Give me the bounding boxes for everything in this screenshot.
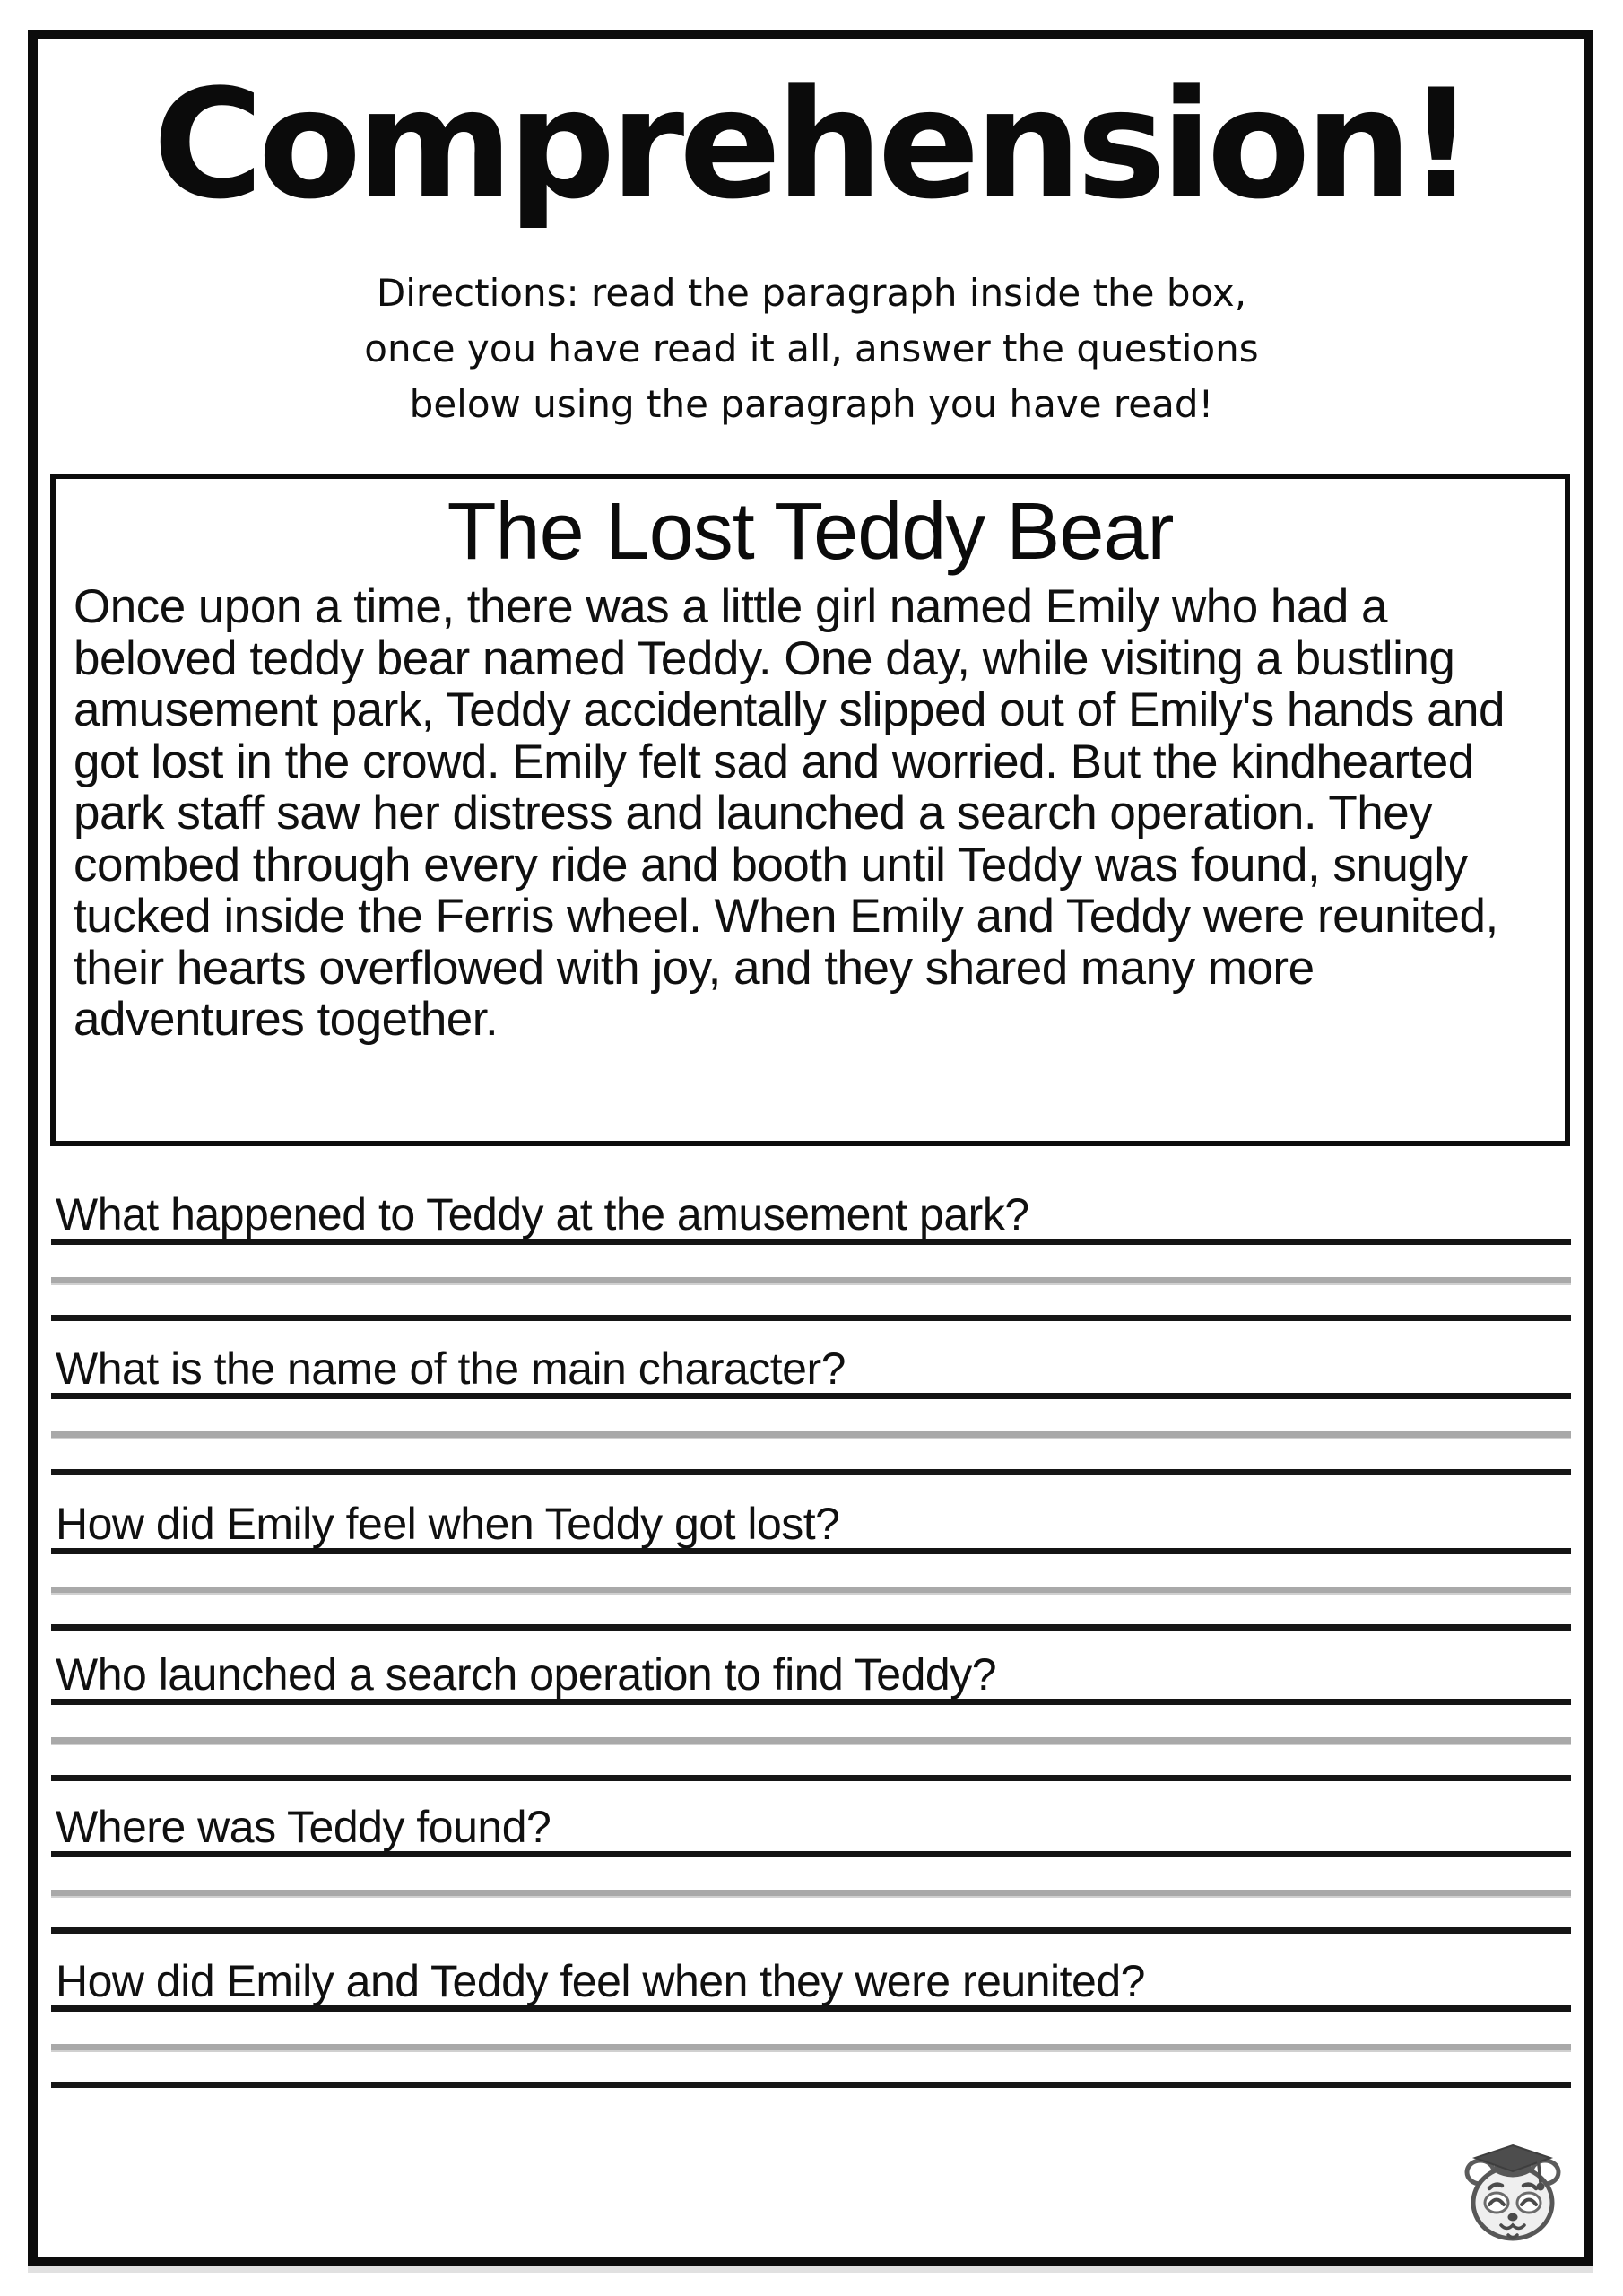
answer-line bbox=[51, 1737, 1571, 1744]
answer-line bbox=[51, 2082, 1571, 2088]
worksheet-title: Comprehension! bbox=[152, 57, 1471, 232]
question-text-4: Who launched a search operation to find Teddy? bbox=[56, 1649, 997, 1700]
answer-line bbox=[51, 1469, 1571, 1475]
question-text-1: What happened to Teddy at the amusement park? bbox=[56, 1189, 1029, 1239]
answer-line bbox=[51, 1431, 1571, 1438]
directions-line-3: below using the paragraph you have read! bbox=[409, 382, 1214, 426]
answer-line bbox=[51, 1775, 1571, 1781]
directions-line-2: once you have read it all, answer the questions bbox=[364, 326, 1259, 370]
question-block-4 bbox=[51, 1650, 1571, 1781]
question-text-6: How did Emily and Teddy feel when they were reunited? bbox=[56, 1956, 1145, 2006]
story-title: The Lost Teddy Bear bbox=[447, 487, 1174, 577]
story-text: Once upon a time, there was a little girl named Emily who had a beloved teddy bear named Teddy. One day, while visiting a bustling amusement park, Teddy accidentally slipped out of Emily's hands and got lost in the crowd. Emily felt sad and worried. But the kindhearted park staff saw her distress and launched a search operation. They combed through every ride and booth until Teddy was found, snugly tucked inside the Ferris wheel. When Emily and Teddy were reunited, their hearts overflowed with joy, and they shared many more adventures together. bbox=[74, 580, 1505, 1046]
question-underline bbox=[51, 1803, 1571, 1857]
story-box bbox=[50, 474, 1570, 1146]
answer-line bbox=[51, 1277, 1571, 1283]
answer-line bbox=[51, 1927, 1571, 1934]
answer-line bbox=[51, 1587, 1571, 1593]
question-text-5: Where was Teddy found? bbox=[56, 1802, 551, 1852]
question-underline bbox=[51, 1500, 1571, 1554]
question-block-6 bbox=[51, 1957, 1571, 2088]
question-underline bbox=[51, 1344, 1571, 1399]
question-block-3 bbox=[51, 1500, 1571, 1631]
graduate-bear-logo bbox=[1458, 2142, 1567, 2249]
answer-line bbox=[51, 1624, 1571, 1631]
question-underline bbox=[51, 1650, 1571, 1705]
answer-line bbox=[51, 2044, 1571, 2050]
question-block-5 bbox=[51, 1803, 1571, 1934]
page-frame-shadow bbox=[28, 2266, 1593, 2273]
question-underline bbox=[51, 1957, 1571, 2012]
directions-line-1: Directions: read the paragraph inside the box, bbox=[376, 271, 1247, 315]
question-text-2: What is the name of the main character? bbox=[56, 1344, 846, 1394]
answer-line bbox=[51, 1890, 1571, 1896]
question-block-2 bbox=[51, 1344, 1571, 1475]
directions-text bbox=[30, 265, 1593, 432]
question-block-1 bbox=[51, 1190, 1571, 1321]
question-text-3: How did Emily feel when Teddy got lost? bbox=[56, 1499, 840, 1549]
question-underline bbox=[51, 1190, 1571, 1245]
answer-line bbox=[51, 1315, 1571, 1321]
